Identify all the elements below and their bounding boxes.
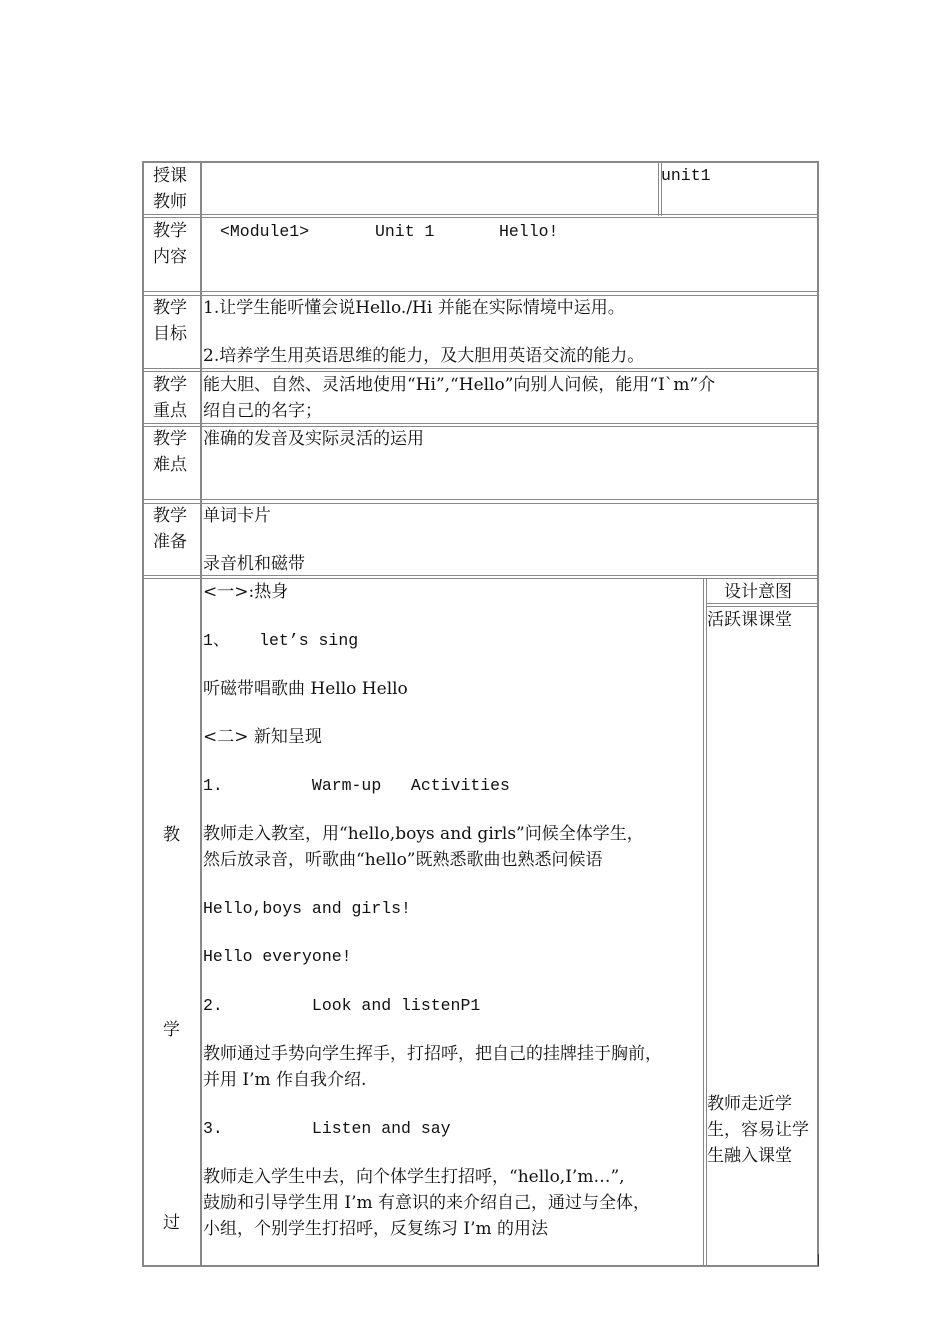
content-unit: Unit 1 <box>375 222 435 241</box>
unit-label: unit1 <box>661 166 711 185</box>
process-line: 教师走入教室，用“hello,boys and girls”问候全体学生， <box>203 824 644 844</box>
row-label-difficulty-2: 难点 <box>153 455 187 475</box>
content-title: Hello! <box>499 222 559 241</box>
row-label-prep-2: 准备 <box>153 532 187 552</box>
process-line: <二> 新知呈现 <box>203 727 322 747</box>
process-line: 教师通过手势向学生挥手，打招呼，把自己的挂牌挂于胸前， <box>203 1044 662 1064</box>
table-border-bottom <box>142 1265 819 1267</box>
row-divider <box>142 499 819 500</box>
process-line: Hello,boys and girls! <box>203 899 411 918</box>
process-line: 3. Listen and say <box>203 1119 451 1138</box>
page-mark <box>818 1254 819 1266</box>
design-note: 活跃课课堂 <box>707 610 792 630</box>
key-line-1: 能大胆、自然、灵活地使用“Hi”,“Hello”向别人问候，能用“I`m”介 <box>203 375 716 395</box>
process-line: 教师走入学生中去，向个体学生打招呼，“hello,I’m…”, <box>203 1167 625 1187</box>
row-label-content-1: 教学 <box>153 221 187 241</box>
design-intent-header: 设计意图 <box>724 582 792 602</box>
process-side-label-char: 教 <box>163 825 180 845</box>
process-line: 1、 let’s sing <box>203 631 359 650</box>
key-line-2: 绍自己的名字； <box>203 401 322 421</box>
process-line: <一>:热身 <box>203 582 289 602</box>
table-border-top <box>142 161 819 163</box>
process-line: 并用 I’m 作自我介绍. <box>203 1070 367 1090</box>
row-label-teacher-2: 教师 <box>153 192 187 212</box>
row-label-key-2: 重点 <box>153 401 187 421</box>
prep-line-2: 录音机和磁带 <box>203 554 305 574</box>
process-line: Hello everyone! <box>203 947 352 966</box>
row-label-content-2: 内容 <box>153 247 187 267</box>
process-line: 小组，个别学生打招呼，反复练习 I’m 的用法 <box>203 1219 549 1239</box>
row-label-prep-1: 教学 <box>153 506 187 526</box>
row-divider <box>142 214 819 215</box>
design-note: 教师走近学 <box>707 1094 792 1114</box>
row-label-key-1: 教学 <box>153 375 187 395</box>
content-module: <Module1> <box>220 222 310 241</box>
row-divider <box>142 217 819 218</box>
process-line: 听磁带唱歌曲 Hello Hello <box>203 679 408 699</box>
difficulty-line-1: 准确的发音及实际灵活的运用 <box>203 429 424 449</box>
table-border-left <box>142 161 144 1267</box>
goal-line-1: 1.让学生能听懂会说Hello./Hi 并能在实际情境中运用。 <box>203 298 625 318</box>
label-column-divider <box>200 161 202 1267</box>
prep-line-1: 单词卡片 <box>203 506 271 526</box>
process-side-label-char: 过 <box>163 1213 180 1233</box>
design-note: 生，容易让学 <box>707 1120 809 1140</box>
process-line: 2. Look and listenP1 <box>203 996 481 1015</box>
process-line: 1. Warm-up Activities <box>203 776 510 795</box>
cell-divider <box>658 161 659 216</box>
process-line: 鼓励和引导学生用 I’m 有意识的来介绍自己，通过与全体， <box>203 1193 651 1213</box>
design-column-divider <box>703 578 704 1267</box>
design-note: 生融入课堂 <box>707 1146 792 1166</box>
goal-line-2: 2.培养学生用英语思维的能力，及大胆用英语交流的能力。 <box>203 346 645 366</box>
row-label-goal-1: 教学 <box>153 298 187 318</box>
row-label-difficulty-1: 教学 <box>153 429 187 449</box>
row-divider <box>142 291 819 292</box>
row-label-teacher-1: 授课 <box>153 166 187 186</box>
process-side-label-char: 学 <box>163 1020 180 1040</box>
row-label-goal-2: 目标 <box>153 324 187 344</box>
table-border-right <box>817 161 819 1267</box>
process-line: 然后放录音，听歌曲“hello”既熟悉歌曲也熟悉问候语 <box>203 850 603 870</box>
